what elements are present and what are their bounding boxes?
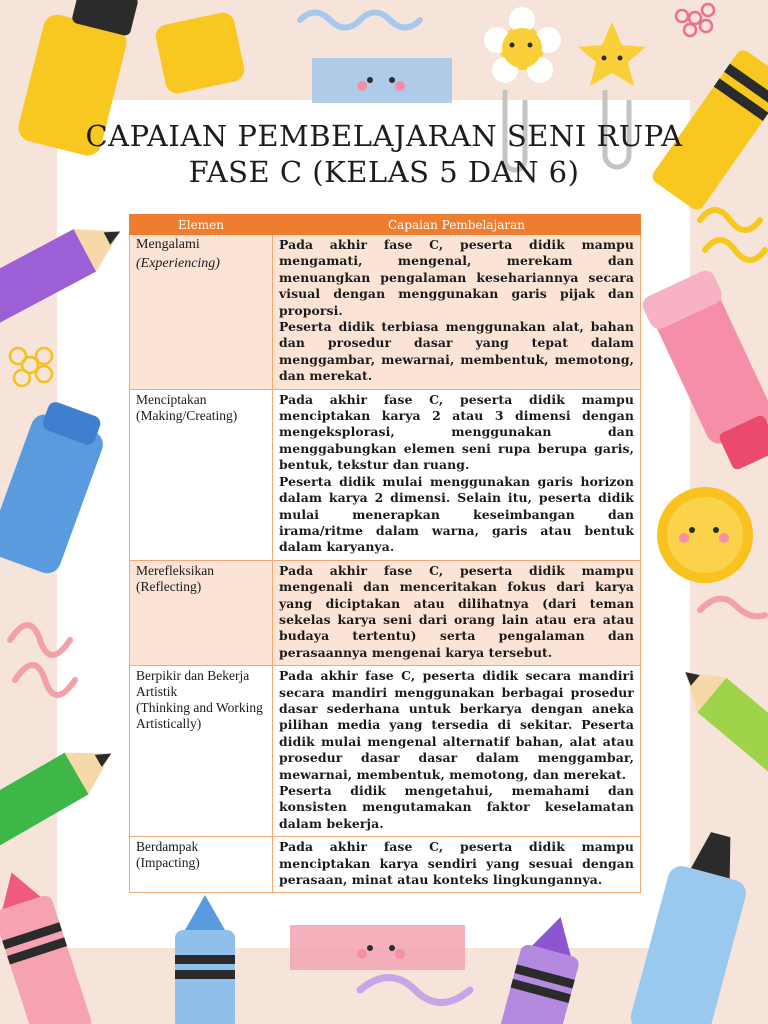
curriculum-table: [129, 214, 641, 893]
element-name: Berpikir dan Bekerja Artistik: [136, 668, 250, 700]
blue-crayon: [175, 895, 235, 1024]
blue-highlighter: [0, 396, 112, 577]
flower: [484, 7, 561, 83]
capaian-table: [129, 214, 641, 893]
element-cell: [130, 235, 273, 390]
green-pencil-right: [671, 655, 768, 789]
table-row: [130, 837, 641, 893]
element-name: Berdampak: [136, 839, 199, 855]
table-header-row: [130, 215, 641, 235]
achievement-paragraph: Peserta didik terbiasa menggunakan alat, bahan dan prosedur dasar yang tepat dalam menggambar, mewarnai, membentuk, memotong, dan merekat.: [279, 319, 634, 384]
element-cell: [130, 389, 273, 560]
element-english: (Reflecting): [136, 578, 202, 594]
pink-squiggle-left: [10, 625, 75, 695]
yellow-eraser: [154, 10, 247, 95]
pink-squiggle-right: [700, 599, 765, 617]
achievement-paragraph: Pada akhir fase C, peserta didik secara mandiri secara mandiri menggunakan berbagai prosedur dasar sederhana untuk berkarya dengan aneka pilihan media yang tersedia di sekitar. Peserta didik mulai mengenal alternatif bahan, alat atau prosedur dasar dasar dalam menggambar, mewarnai, membentuk, memotong, dan merekat.: [279, 668, 634, 782]
element-english: (Thinking and Working Artistically): [136, 700, 263, 732]
tape-bottom: [290, 925, 465, 970]
element-cell: [130, 560, 273, 665]
purple-squiggle-bottom: [360, 978, 470, 1003]
achievement-cell: [273, 560, 641, 665]
achievement-paragraph: Peserta didik mulai menggunakan garis horizon dalam karya 2 dimensi. Selain itu, peserta didik mulai menerapkan keseimbangan dan irama/ritme dalam warna, garis atau bentuk dalam karyanya.: [279, 473, 634, 555]
tape-top: [312, 58, 452, 103]
blue-highlighter-bottom: [628, 824, 760, 1024]
table-row: [130, 389, 641, 560]
title-line-1: CAPAIAN PEMBELAJARAN SENI RUPA: [85, 119, 683, 153]
element-name: Mengalami: [136, 237, 200, 252]
achievement-cell: [273, 666, 641, 837]
element-english: (Making/Creating): [136, 407, 238, 423]
header-elemen: Elemen: [130, 215, 273, 235]
achievement-cell: [273, 235, 641, 390]
element-english: (Experiencing): [136, 256, 220, 271]
element-cell: [130, 666, 273, 837]
table-row: [130, 666, 641, 837]
blue-squiggle-top: [300, 13, 420, 28]
element-name: Menciptakan: [136, 391, 207, 407]
achievement-paragraph: Pada akhir fase C, peserta didik mampu mengenali dan menceritakan fokus dari karya yang diciptakan atau dilihatnya (dari teman sekelas karya seni dari orang lain atau era atau budaya tertentu) serta pengalaman dan perasaannya mengenai karya tersebut.: [279, 562, 634, 660]
element-name: Merefleksikan: [136, 562, 214, 578]
achievement-paragraph: Pada akhir fase C, peserta didik mampu menciptakan karya 2 atau 3 dimensi dengan mengeksplorasi, menggunakan dan menggabungkan elemen seni rupa berupa garis, bentuk, tekstur dan ruang.: [279, 391, 634, 473]
achievement-paragraph: Pada akhir fase C, peserta didik mampu mengamati, mengenal, merekam dan menuangkan pengalaman kesehariannya secara visual dengan menggunakan garis pijak dan proporsi.: [279, 237, 634, 318]
table-row: [130, 235, 641, 390]
title-line-2: FASE C (KELAS 5 DAN 6): [188, 155, 580, 189]
achievement-paragraph: Peserta didik mengetahui, memahami dan konsisten mengutamakan faktor keselamatan dalam bekerja.: [279, 783, 634, 831]
star: [578, 22, 646, 86]
yellow-squiggle-right: [700, 210, 765, 260]
pink-crayon: [0, 863, 93, 1024]
purple-pencil: [0, 210, 131, 327]
page-title: [0, 118, 768, 190]
yellow-flower: [10, 348, 52, 386]
green-pencil-left: [0, 733, 123, 855]
element-english: (Impacting): [136, 855, 200, 871]
purple-crayon: [499, 909, 589, 1024]
achievement-paragraph: Pada akhir fase C, peserta didik mampu menciptakan karya sendiri yang sesuai dengan perasaan, minat atau konteks lingkungannya.: [279, 839, 634, 888]
pink-highlighter: [640, 267, 768, 477]
achievement-cell: [273, 837, 641, 893]
achievement-cell: [273, 389, 641, 560]
element-cell: [130, 837, 273, 893]
table-row: [130, 560, 641, 665]
pink-flower: [676, 4, 714, 36]
header-capaian: Capaian Pembelajaran: [273, 215, 641, 235]
